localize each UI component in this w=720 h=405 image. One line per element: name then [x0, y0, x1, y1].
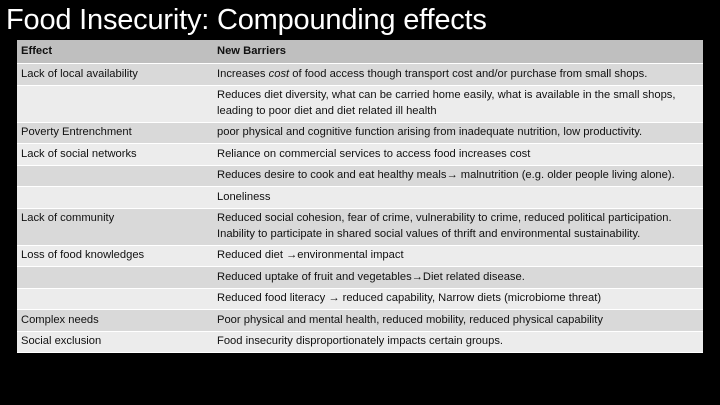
table-row: [17, 267, 703, 289]
barrier-cell: Food insecurity disproportionately impacts certain groups.: [213, 331, 703, 353]
barrier-cell: Reduced uptake of fruit and vegetables→Diet related disease.: [213, 267, 703, 289]
effect-cell: Loss of food knowledges: [17, 245, 213, 267]
barrier-cell: Reduced diet →environmental impact: [213, 245, 703, 267]
effect-cell: Lack of social networks: [17, 144, 213, 166]
table-row: [17, 331, 703, 353]
barrier-cell: [213, 64, 703, 86]
barrier-cell: Reduced food literacy → reduced capability, Narrow diets (microbiome threat): [213, 288, 703, 310]
effect-cell: [17, 187, 213, 209]
effect-cell: [17, 85, 213, 122]
barrier-cell: Reduces diet diversity, what can be carried home easily, what is available in the small shops, leading to poor diet and diet related ill health: [213, 85, 703, 122]
effect-cell: [17, 267, 213, 289]
barrier-cell: Reduced social cohesion, fear of crime, vulnerability to crime, reduced political participation. Inability to participate in shared social values of thrift and environmental sustainability.: [213, 208, 703, 245]
effect-cell: Social exclusion: [17, 331, 213, 353]
effect-cell: Complex needs: [17, 310, 213, 332]
table-row: [17, 208, 703, 245]
barrier-cell: Loneliness: [213, 187, 703, 209]
effect-cell: Lack of community: [17, 208, 213, 245]
barrier-cell: Poor physical and mental health, reduced mobility, reduced physical capability: [213, 310, 703, 332]
table-row: [17, 64, 703, 86]
table-header-row: [17, 40, 703, 64]
effect-cell: Poverty Entrenchment: [17, 122, 213, 144]
slide-title: Food Insecurity: Compounding effects: [6, 4, 487, 36]
effects-table: [17, 40, 703, 353]
table-row: [17, 288, 703, 310]
table-row: [17, 122, 703, 144]
barrier-cell: Reliance on commercial services to access food increases cost: [213, 144, 703, 166]
header-effect: Effect: [17, 40, 213, 64]
header-new-barriers: New Barriers: [213, 40, 703, 64]
barrier-text: of food access though transport cost and/or purchase from small shops.: [289, 67, 648, 80]
table-row: [17, 165, 703, 187]
table-row: [17, 144, 703, 166]
table-row: [17, 187, 703, 209]
table-row: [17, 245, 703, 267]
barrier-cell: poor physical and cognitive function arising from inadequate nutrition, low productivity.: [213, 122, 703, 144]
effect-cell: [17, 165, 213, 187]
barrier-text: Increases: [217, 67, 269, 80]
effect-cell: [17, 288, 213, 310]
effect-cell: Lack of local availability: [17, 64, 213, 86]
barrier-cell: Reduces desire to cook and eat healthy meals→ malnutrition (e.g. older people living alone).: [213, 165, 703, 187]
table-row: [17, 85, 703, 122]
barrier-emphasis: cost: [268, 67, 290, 80]
table-row: [17, 310, 703, 332]
